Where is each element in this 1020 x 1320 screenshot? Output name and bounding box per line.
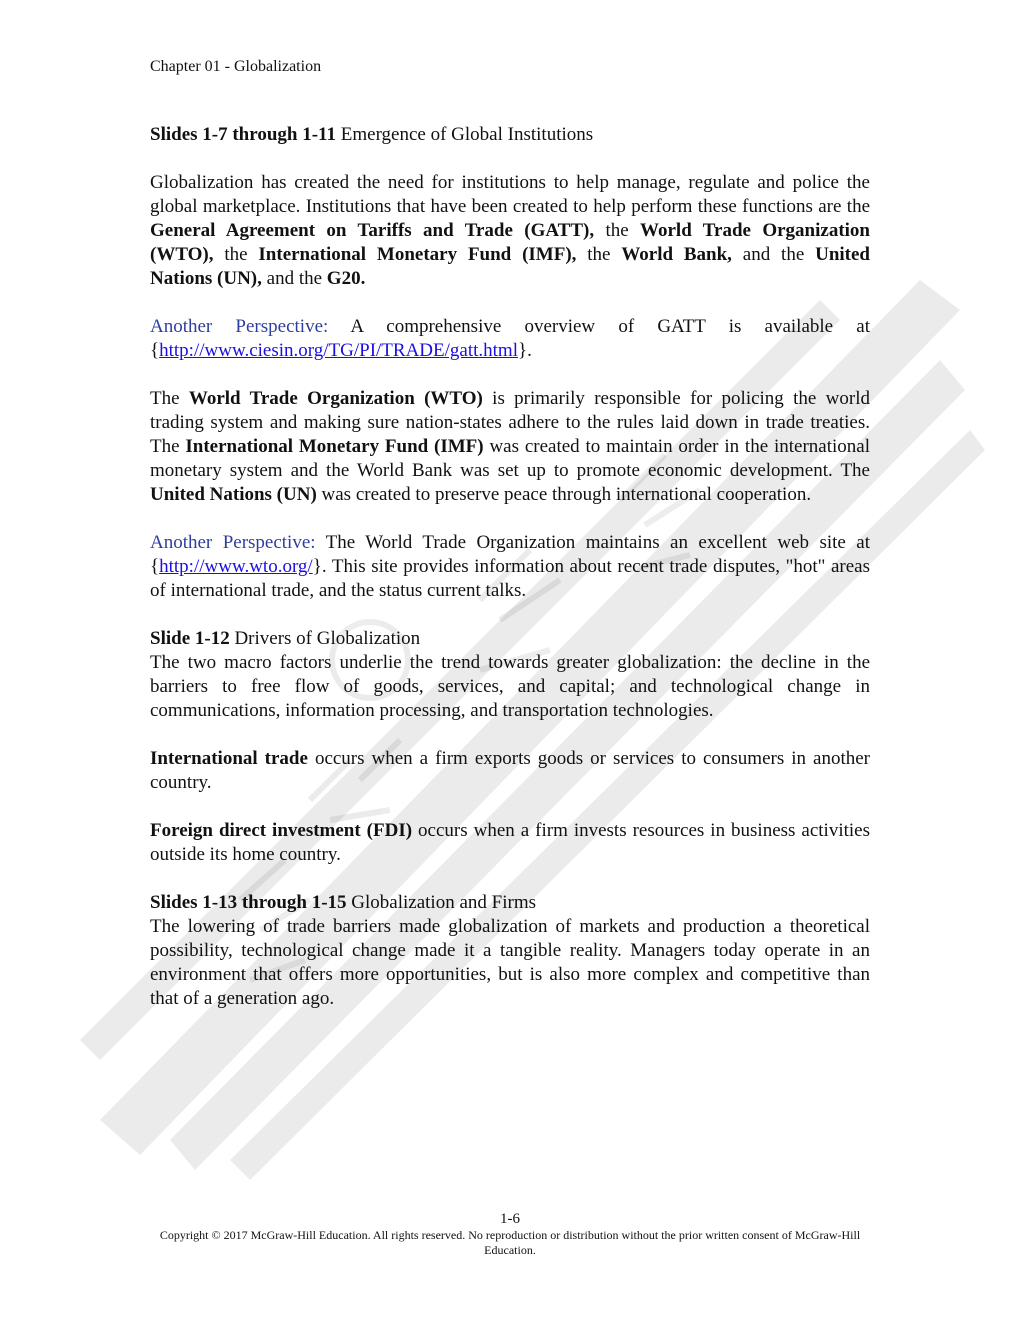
section-title: Globalization and Firms [351, 892, 536, 913]
text-run: Globalization has created the need for institutions to help manage, regulate and police the global marketplace. Institutions that have been created to help perform these functions are the [150, 172, 870, 217]
text-run: }. [518, 340, 532, 361]
perspective-wto [150, 531, 870, 603]
gatt-link[interactable]: http://www.ciesin.org/TG/PI/TRADE/gatt.html [159, 340, 518, 361]
text-run: occurs when a firm invests resources in business activities outside its home country. [150, 820, 870, 865]
bold-term-fdi: Foreign direct investment (FDI) [150, 820, 413, 841]
slide-label: Slide 1-12 [150, 628, 230, 649]
text-run: the [213, 244, 259, 265]
section-heading-drivers [150, 627, 870, 651]
paragraph-drivers: The two macro factors underlie the trend towards greater globalization: the decline in the barriers to free flow of goods, services, and capital; and technological change in communications, information processing, and transportation technologies. [150, 652, 870, 721]
copyright-notice: Copyright © 2017 McGraw-Hill Education. All rights reserved. No reproduction or distribution without the prior written consent of McGraw-Hill Education. [159, 1228, 861, 1257]
page-footer [0, 1210, 1020, 1258]
bold-term-wto: World Trade Organization (WTO), [150, 220, 870, 265]
text-run: A comprehensive overview of GATT is available at { [150, 316, 870, 361]
text-run: occurs when a firm exports goods or services to consumers in another country. [150, 748, 870, 793]
paragraph-fdi [150, 819, 870, 867]
section-heading-global-institutions [150, 123, 870, 147]
text-run: and the [261, 268, 327, 289]
section-heading-firms [150, 891, 870, 915]
text-run: was created to maintain order in the international monetary system and the World Bank was set up to promote economic development. The [150, 436, 870, 481]
perspective-gatt [150, 315, 870, 363]
running-header: Chapter 01 - Globalization [150, 58, 322, 75]
bold-term-g20: G20. [326, 268, 366, 289]
text-run: }. This site provides information about recent trade disputes, "hot" areas of international trade, and the status current talks. [150, 556, 870, 601]
text-run: the [576, 244, 622, 265]
bold-term-world-bank: World Bank, [621, 244, 732, 265]
section-title: Drivers of Globalization [234, 628, 421, 649]
text-run: The World Trade Organization maintains an excellent web site at { [150, 532, 870, 577]
text-run: the [594, 220, 641, 241]
wto-link[interactable]: http://www.wto.org/ [159, 556, 313, 577]
paragraph-wto-imf-un [150, 387, 870, 507]
section-title: Emergence of Global Institutions [340, 124, 594, 145]
bold-term-international-trade: International trade [150, 748, 308, 769]
bold-term-un: United Nations (UN), [150, 244, 870, 289]
paragraph-institutions [150, 171, 870, 291]
perspective-label: Another Perspective: [150, 532, 316, 553]
document-page [150, 58, 870, 1035]
page-number: 1-6 [500, 1211, 520, 1227]
text-run: and the [731, 244, 816, 265]
text-run: was created to preserve peace through international cooperation. [316, 484, 812, 505]
slide-label: Slides 1-7 through 1-11 [150, 124, 336, 145]
slide-label: Slides 1-13 through 1-15 [150, 892, 347, 913]
bold-term-un: United Nations (UN) [150, 484, 317, 505]
bold-term-imf: International Monetary Fund (IMF) [185, 436, 484, 457]
paragraph-international-trade [150, 747, 870, 795]
bold-term-wto: World Trade Organization (WTO) [188, 388, 483, 409]
paragraph-firms: The lowering of trade barriers made globalization of markets and production a theoretical possibility, technological change made it a tangible reality. Managers today operate in an environment that offers more opportunities, but is also more complex and competitive than that of a generation ago. [150, 916, 870, 1009]
perspective-label: Another Perspective: [150, 316, 329, 337]
text-run: The [150, 388, 189, 409]
bold-term-imf: International Monetary Fund (IMF), [258, 244, 577, 265]
bold-term-gatt: General Agreement on Tariffs and Trade (GATT), [150, 220, 595, 241]
text-run: is primarily responsible for policing the world trading system and making sure nation-states adhere to the rules laid down in trade treaties. The [150, 388, 870, 457]
